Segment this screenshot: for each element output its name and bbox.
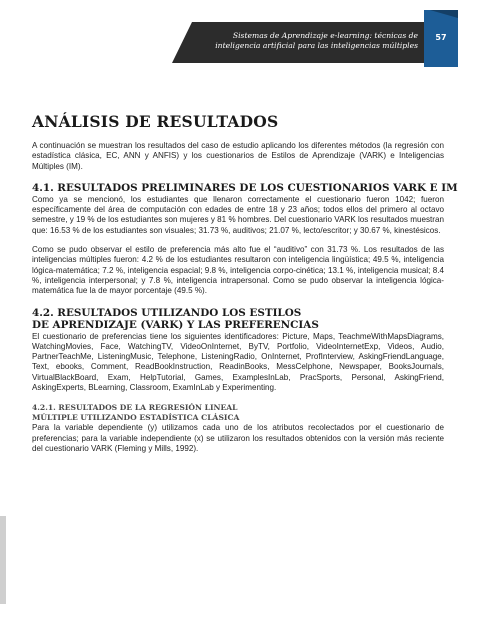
page-number: 57 <box>435 33 447 42</box>
subsection-4-2-1-title-line-2: MÚLTIPLE UTILIZANDO ESTADÍSTICA CLÁSICA <box>32 412 240 422</box>
subsection-4-2-title-line-1: 4.2. RESULTADOS UTILIZANDO LOS ESTILOS <box>32 306 302 319</box>
running-header <box>188 31 418 51</box>
subsection-4-2-1-paragraph-1: Para la variable dependiente (y) utilizamos cada uno de los atributos recolectados por el cuestionario de preferencias; para la variable independiente (x) se utilizaron los resultados obtenidos con la versión más reciente del cuestionario VARK (Fleming y Mills, 1992). <box>32 423 444 453</box>
subsection-4-2-1-title-line-1: 4.2.1. RESULTADOS DE LA REGRESIÓN LINEAL <box>32 403 238 413</box>
section-title: ANÁLISIS DE RESULTADOS <box>32 112 279 131</box>
page-content <box>32 112 458 463</box>
subsection-4-2-paragraph-1: El cuestionario de preferencias tiene los siguientes identificadores: Picture, Maps, TeachmeWithMapsDiagrams, WatchingMovies, Face, WatchingTV, VideoOnInternet, ByTV, Portfolio, VideoInternetExp, Videos, Audio, PartnerTeachMe, ListeningMusic, Telephone, ListeningRadio, OnInternet, ProfInterview, AskingFriendLanguage, Text, ebooks, Comment, ReadBookInstruction, ReadinBooks, MessCelphone, Newspaper, BooksJournals, VirtualBlackBoard, Exam, HelpTutorial, Games, ExamplesInLab, PracSports, Personal, AskingFriend, AskingExperts, BLearning, Classroom, ExamInLab y Experimenting. <box>32 331 444 393</box>
subsection-4-1-title: 4.1. RESULTADOS PRELIMINARES DE LOS CUESTIONARIOS VARK E IM <box>32 181 458 194</box>
subsection-4-2-title <box>32 307 444 331</box>
running-header-line-2: inteligencia artificial para las inteligencias múltiples <box>215 41 418 50</box>
subsection-4-1-paragraph-1: Como ya se mencionó, los estudiantes que llenaron correctamente el cuestionario fueron 1042; fueron específicamente del área de computación con edades de entre 18 y 23 años; todos ellos del primero al octavo semestre, y 19 % de los estudiantes son mujeres y 81 % hombres. Del cuestionario VARK los resultados muestran que: 16.53 % de los estudiantes son visuales; 31.73 %, auditivos; 21.07 %, lecto/escritor; y 30.67 %, kinestésicos. <box>32 194 444 235</box>
section-intro: A continuación se muestran los resultados del caso de estudio aplicando los diferentes métodos (la regresión con estadística clásica, EC, ANN y ANFIS) y los cuestionarios de Estilos de Aprendizaje (VARK) e Inteligencias Múltiples (IM). <box>32 141 444 171</box>
margin-bar <box>0 516 6 604</box>
subsection-4-2-title-line-2: DE APRENDIZAJE (VARK) Y LAS PREFERENCIAS <box>32 318 319 331</box>
running-header-line-1: Sistemas de Aprendizaje e-learning: técnicas de <box>232 31 418 40</box>
subsection-4-1-paragraph-2: Como se pudo observar el estilo de preferencia más alto fue el “auditivo” con 31.73 %. Los resultados de las inteligencias múltiples fueron: 4.2 % de los estudiantes resultaron con inteligencia lingüística; 49.5 %, inteligencia lógica-matemática; 7.2 %, inteligencia espacial; 9.8 %, inteligencia corpo-cinética; 13.1 %, inteligencia musical; 8.4 %, inteligencia interpersonal; y 7.8 %, inteligencia intrapersonal. Como se pudo observar la inteligencia lógica-matemática fue la de mayor porcentaje (49.5 %). <box>32 245 444 296</box>
subsection-4-2-1-title <box>32 403 444 422</box>
